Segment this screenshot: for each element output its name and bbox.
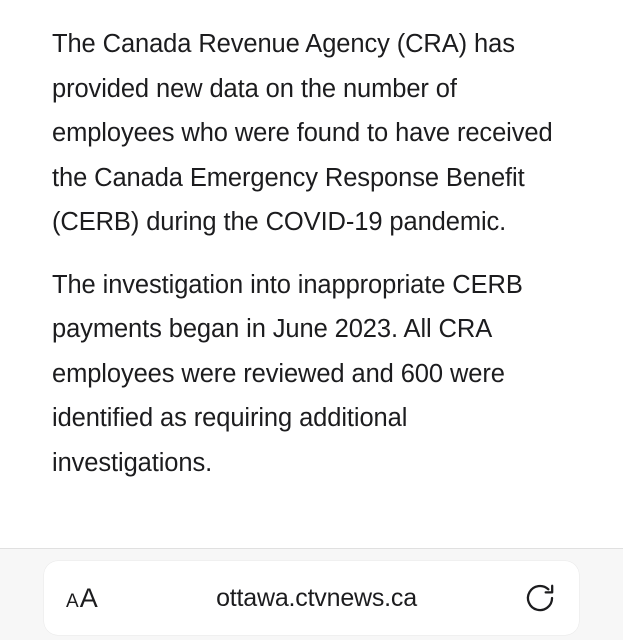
url-text[interactable]: ottawa.ctvnews.ca [216, 583, 417, 612]
text-size-small-a-label: A [66, 590, 79, 612]
article-paragraph: The Canada Revenue Agency (CRA) has provided new data on the number of employees who were found to have received the Canada Emergency Response Benefit (CERB) during the COVID-19 pandemic. [52, 30, 553, 236]
reload-icon [523, 581, 557, 615]
address-bar[interactable] [44, 561, 579, 635]
browser-toolbar [0, 548, 623, 640]
article-paragraph: The investigation into inappropriate CERB payments began in June 2023. All CRA employees were reviewed and 600 were identified as requiring additional investigations. [52, 270, 523, 477]
text-size-large-a-label: A [79, 582, 98, 613]
reload-button[interactable] [513, 581, 557, 615]
text-size-button[interactable] [66, 583, 130, 614]
